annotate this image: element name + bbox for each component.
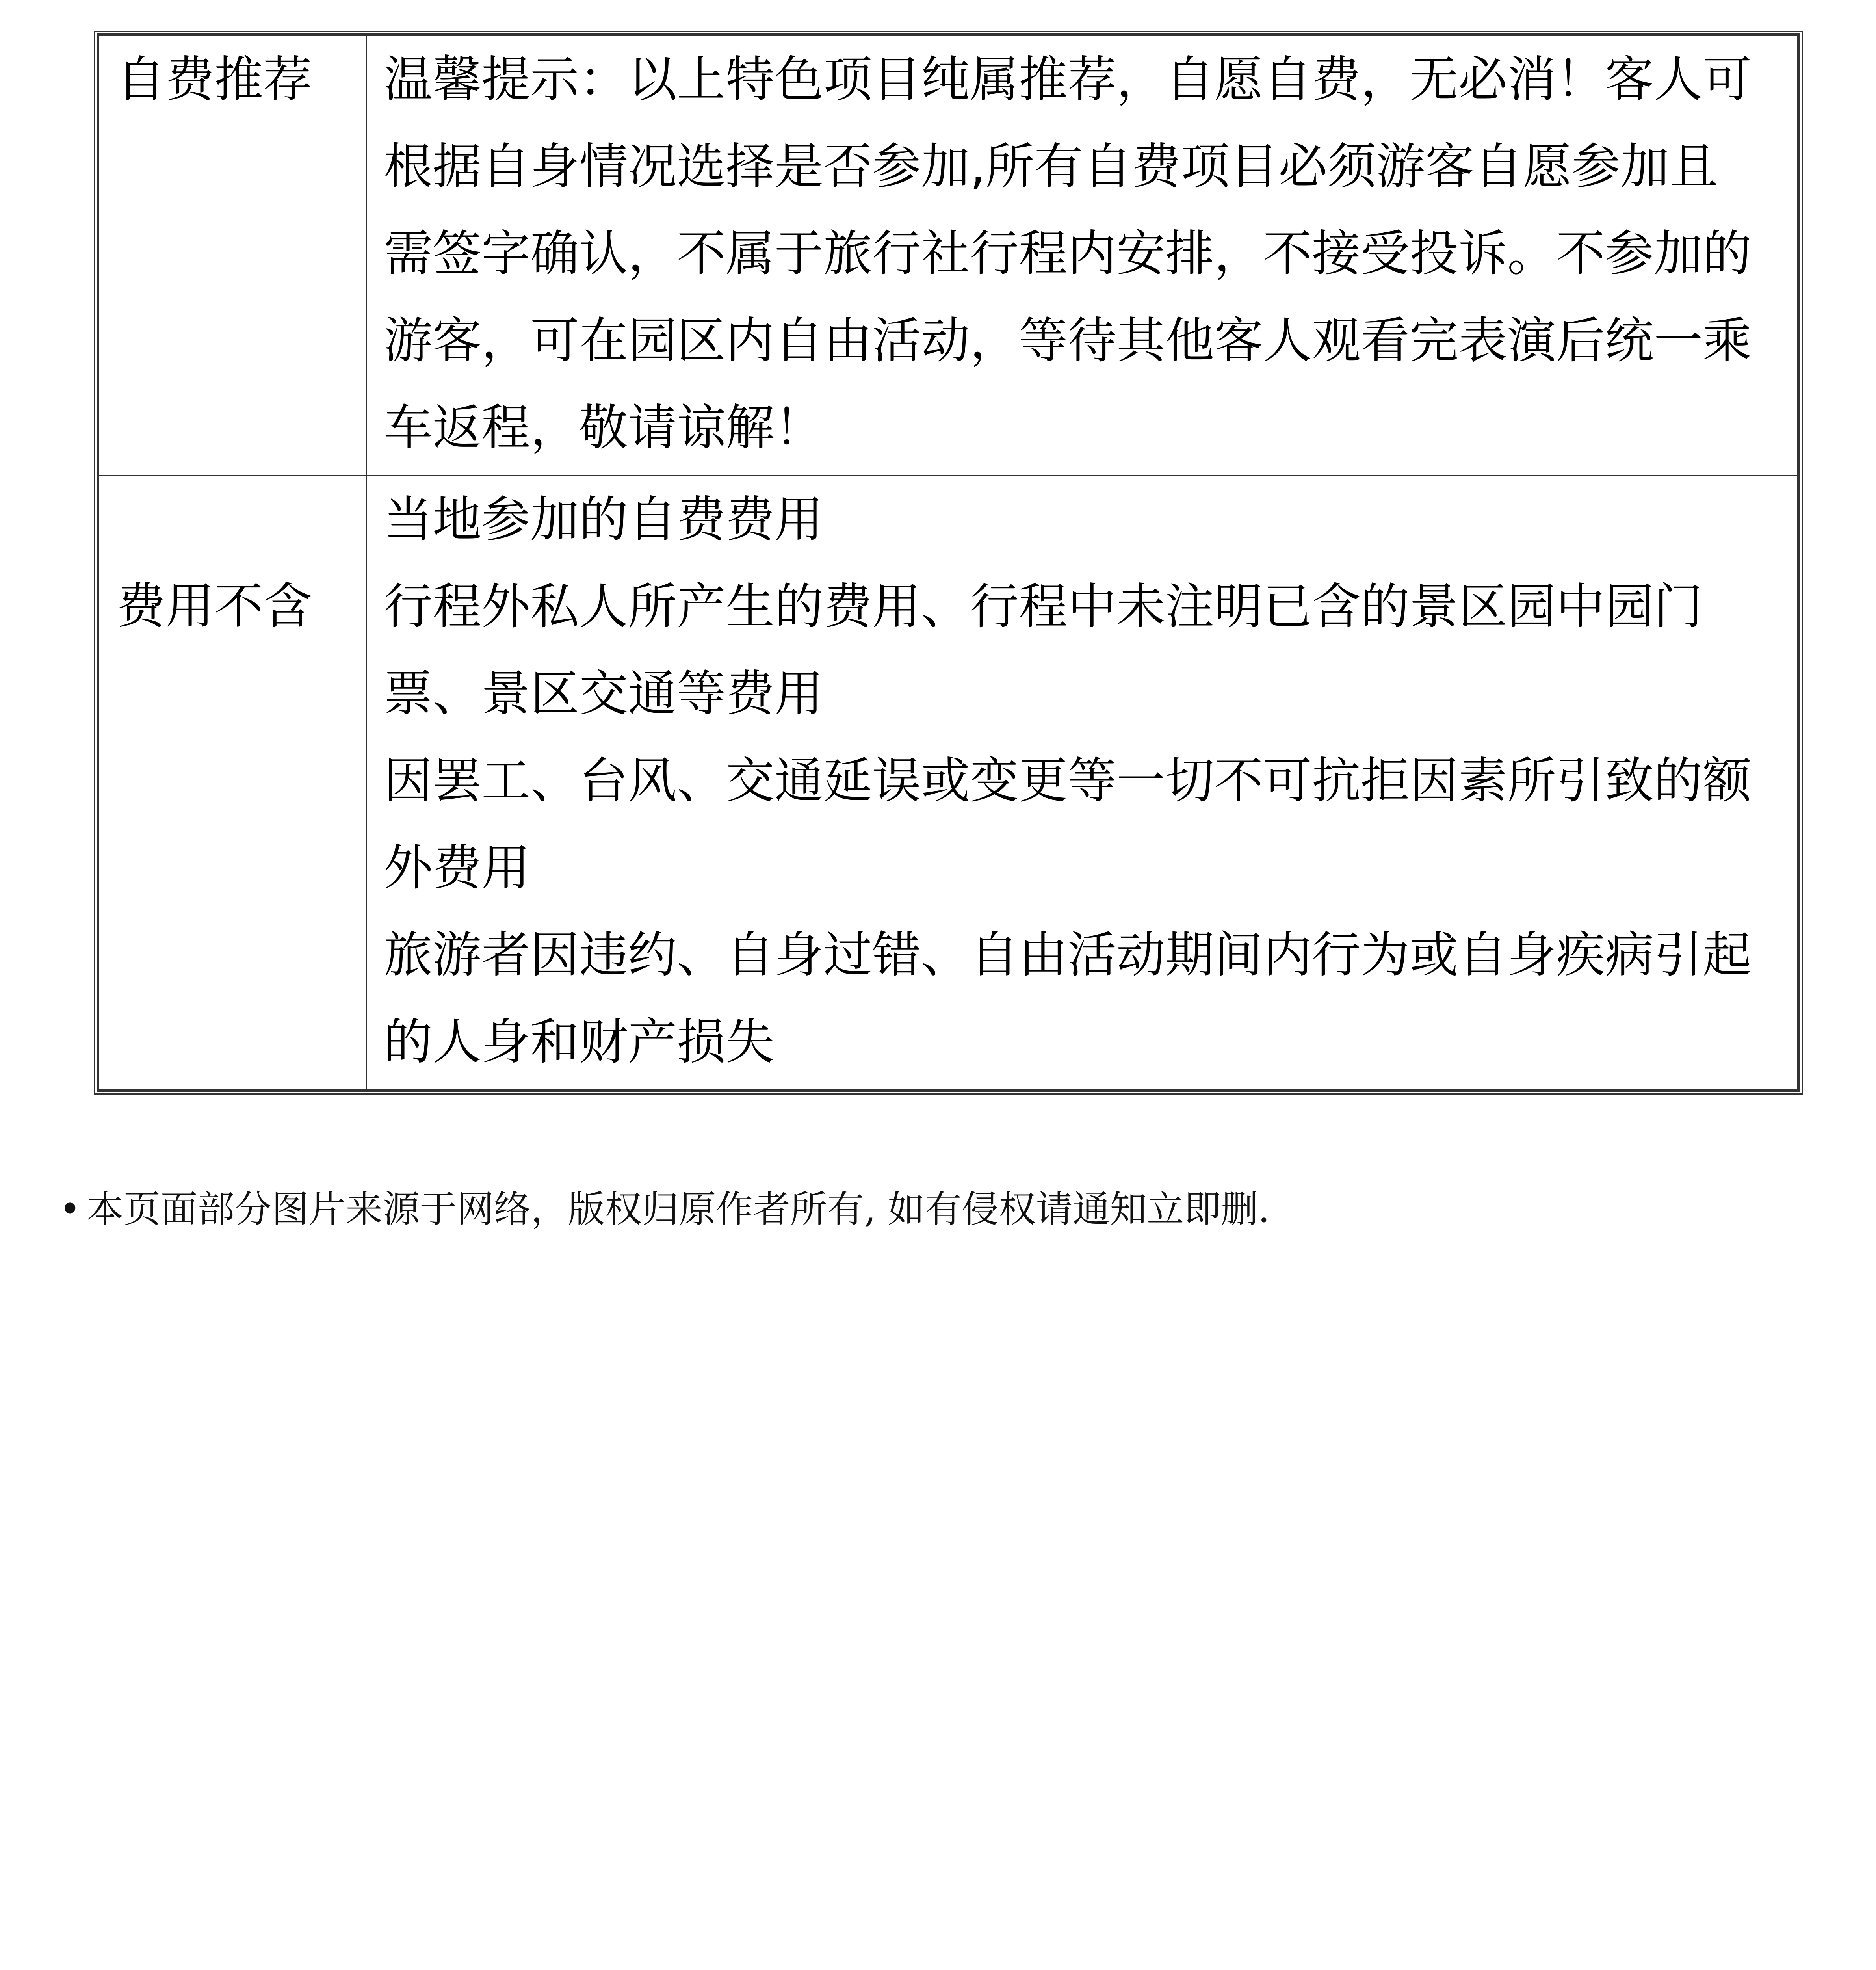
info-table <box>98 35 1799 1091</box>
table-row-self-paid-recommendation <box>98 35 1798 476</box>
content-line: 需签字确认，不属于旅行社行程内安排，不接受投诉。不参加的 <box>384 225 1752 282</box>
table-row-costs-excluded <box>98 476 1798 1090</box>
content-line: 游客，可在园区内自由活动，等待其他客人观看完表演后统一乘 <box>384 312 1752 369</box>
content-line: 车返程，敬请谅解！ <box>384 400 824 456</box>
row-label: 自费推荐 <box>98 35 366 476</box>
info-table-frame <box>94 31 1803 1095</box>
copyright-footnote <box>59 1182 1270 1237</box>
footnote-text: 本页面部分图片来源于网络，版权归原作者所有, 如有侵权请通知立即删. <box>86 1188 1270 1231</box>
content-line: 温馨提示：以上特色项目纯属推荐，自愿自费，无必消！客人可 <box>384 51 1752 108</box>
bullet-icon: • <box>59 1188 81 1231</box>
content-line: 旅游者因违约、自身过错、自由活动期间内行为或自身疾病引起 <box>384 927 1752 983</box>
content-line: 票、景区交通等费用 <box>384 665 824 722</box>
content-line: 行程外私人所产生的费用、行程中未注明已含的景区园中园门 <box>384 578 1703 635</box>
content-line: 的人身和财产损失 <box>384 1014 775 1070</box>
row-content <box>366 476 1798 1090</box>
row-content <box>366 35 1798 476</box>
row-label: 费用不含 <box>98 476 366 1090</box>
content-line: 根据自身情况选择是否参加,所有自费项目必须游客自愿参加且 <box>384 138 1718 195</box>
content-line: 当地参加的自费费用 <box>384 491 824 548</box>
content-line: 外费用 <box>384 840 531 896</box>
content-line: 因罢工、台风、交通延误或变更等一切不可抗拒因素所引致的额 <box>384 753 1752 809</box>
